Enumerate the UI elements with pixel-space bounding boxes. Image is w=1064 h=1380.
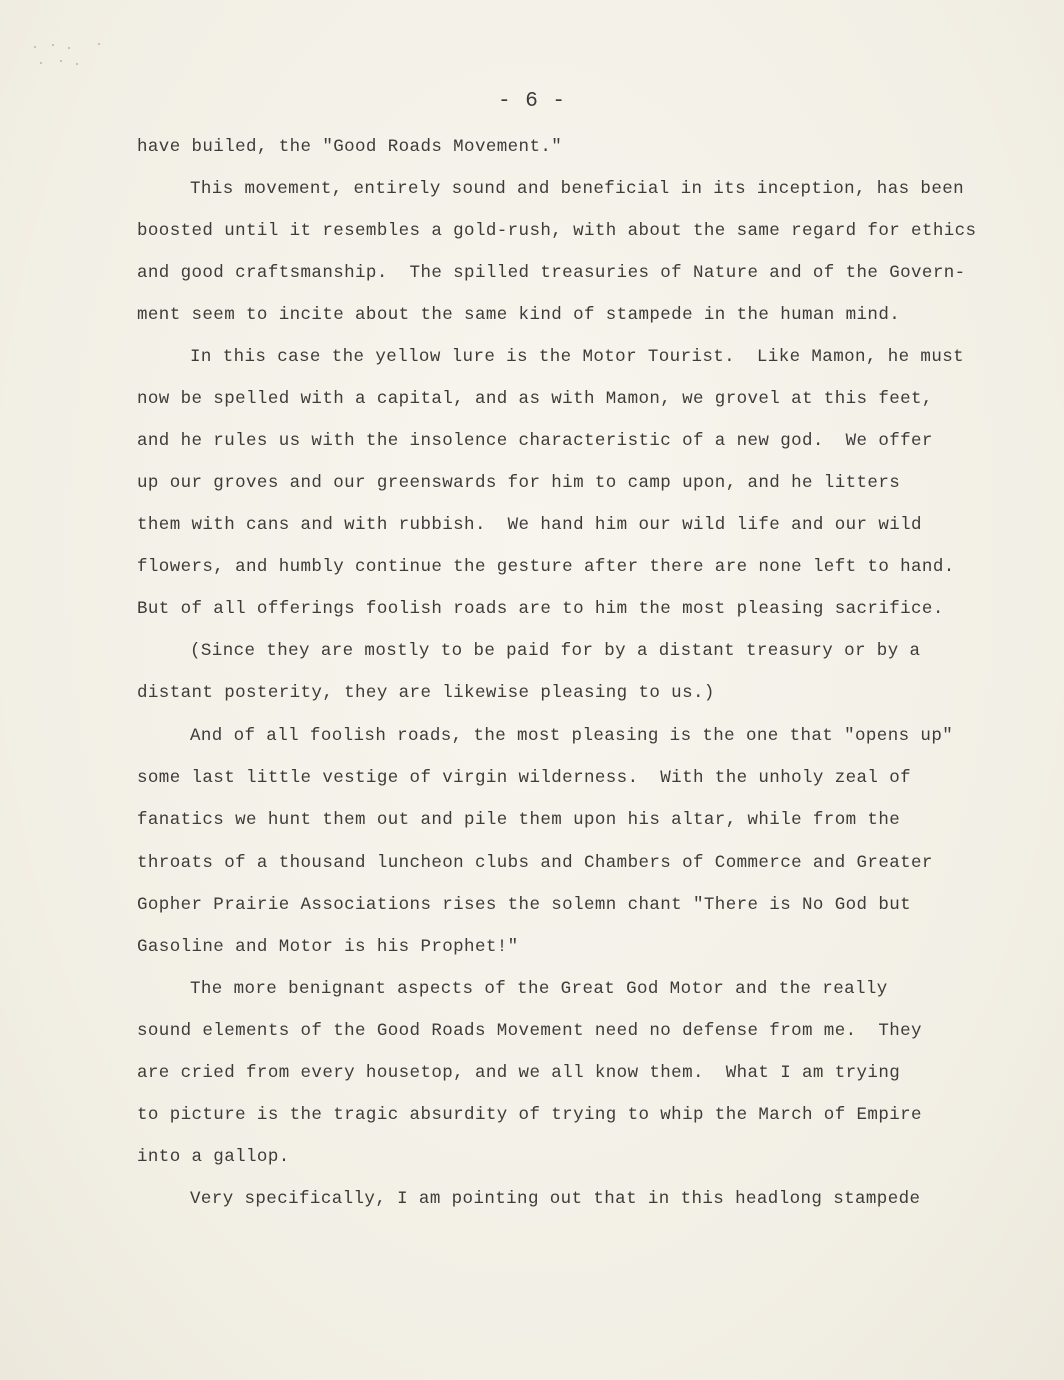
text-line: This movement, entirely sound and beneficial in its inception, has been	[190, 179, 965, 199]
text-line: to picture is the tragic absurdity of trying to whip the March of Empire	[137, 1105, 922, 1125]
text-line: Gasoline and Motor is his Prophet!"	[137, 937, 519, 957]
text-line: and good craftsmanship. The spilled treasuries of Nature and of the Govern-	[137, 263, 966, 283]
text-line: In this case the yellow lure is the Motor Tourist. Like Mamon, he must	[190, 347, 965, 367]
text-line: now be spelled with a capital, and as with Mamon, we grovel at this feet,	[137, 389, 933, 409]
text-line: some last little vestige of virgin wilderness. With the unholy zeal of	[137, 768, 912, 788]
text-line: The more benignant aspects of the Great God Motor and the really	[190, 979, 888, 999]
page-number: - 6 -	[497, 90, 566, 113]
text-line: boosted until it resembles a gold-rush, with about the same regard for ethics	[137, 221, 977, 241]
text-line: distant posterity, they are likewise pleasing to us.)	[137, 683, 715, 703]
text-line: throats of a thousand luncheon clubs and Chambers of Commerce and Greater	[137, 853, 933, 873]
text-line: up our groves and our greenswards for him to camp upon, and he litters	[137, 473, 901, 493]
text-line: ment seem to incite about the same kind of stampede in the human mind.	[137, 305, 901, 325]
text-line: Gopher Prairie Associations rises the solemn chant "There is No God but	[137, 895, 912, 915]
text-line: sound elements of the Good Roads Movement need no defense from me. They	[137, 1021, 922, 1041]
paper-specks	[30, 40, 110, 70]
text-line: (Since they are mostly to be paid for by a distant treasury or by a	[190, 641, 921, 661]
text-line: and he rules us with the insolence characteristic of a new god. We offer	[137, 431, 933, 451]
text-line: fanatics we hunt them out and pile them upon his altar, while from the	[137, 810, 901, 830]
text-line: But of all offerings foolish roads are to him the most pleasing sacrifice.	[137, 599, 944, 619]
text-line: flowers, and humbly continue the gesture after there are none left to hand.	[137, 557, 955, 577]
text-line: into a gallop.	[137, 1147, 290, 1167]
text-line: And of all foolish roads, the most pleasing is the one that "opens up"	[190, 726, 954, 746]
text-line: them with cans and with rubbish. We hand him our wild life and our wild	[137, 515, 922, 535]
text-line: have builed, the "Good Roads Movement."	[137, 137, 563, 157]
text-line: Very specifically, I am pointing out that in this headlong stampede	[190, 1189, 921, 1209]
text-line: are cried from every housetop, and we all know them. What I am trying	[137, 1063, 901, 1083]
